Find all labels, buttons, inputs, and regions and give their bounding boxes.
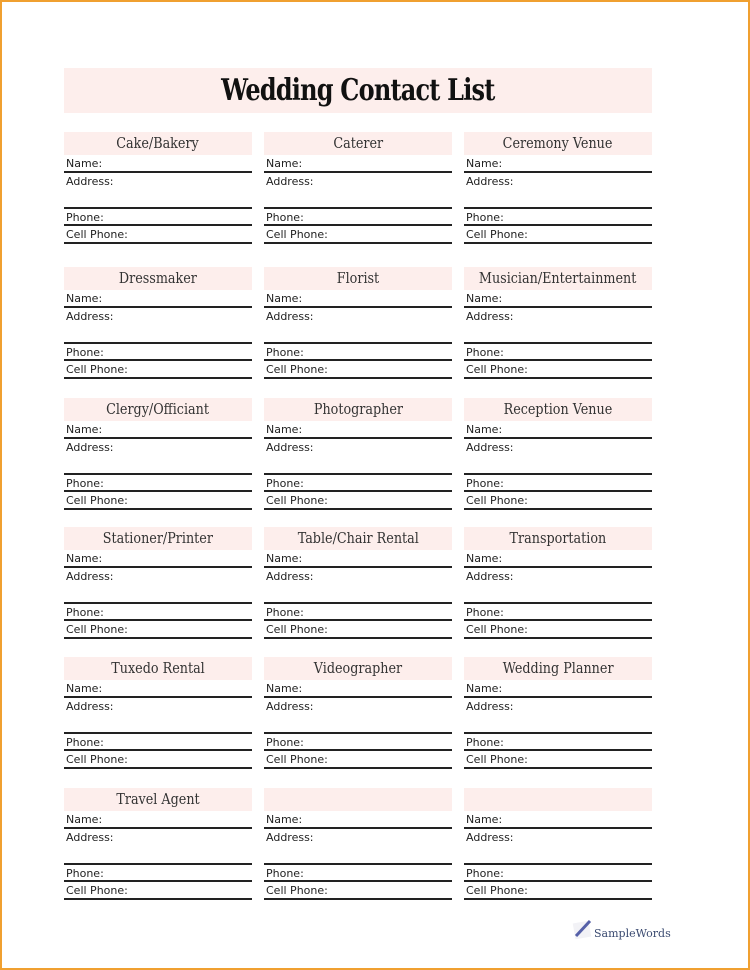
phone-label: Phone: [466,211,504,224]
address-field[interactable] [264,439,452,475]
phone-label: Phone: [466,867,504,880]
address-label: Address: [66,310,114,323]
address-field[interactable] [264,308,452,344]
contact-card [464,657,652,769]
name-label: Name: [266,157,303,170]
card-title: Photographer [313,400,403,418]
name-label: Name: [466,552,503,565]
contact-card [264,788,452,900]
name-field[interactable] [464,155,652,173]
card-title: Clergy/Officiant [106,400,210,418]
cell-phone-label: Cell Phone: [466,494,528,507]
cell-phone-label: Cell Phone: [66,228,128,241]
cell-phone-field[interactable] [64,621,252,639]
phone-label: Phone: [66,211,104,224]
card-header [64,267,252,290]
address-label: Address: [466,700,514,713]
name-field[interactable] [264,290,452,308]
phone-field[interactable] [464,475,652,492]
address-label: Address: [266,310,314,323]
cell-phone-label: Cell Phone: [466,228,528,241]
name-field[interactable] [64,155,252,173]
contact-card [464,132,652,244]
name-field[interactable] [264,811,452,829]
address-label: Address: [66,175,114,188]
address-field[interactable] [464,568,652,604]
name-label: Name: [266,682,303,695]
cell-phone-label: Cell Phone: [266,623,328,636]
cell-phone-field[interactable] [464,751,652,769]
contact-card [64,788,252,900]
address-field[interactable] [464,698,652,734]
name-field[interactable] [64,550,252,568]
address-field[interactable] [264,173,452,209]
card-title: Videographer [313,659,403,677]
contact-card [64,398,252,510]
address-field[interactable] [264,698,452,734]
card-header [264,788,452,811]
name-label: Name: [266,292,303,305]
cell-phone-label: Cell Phone: [66,363,128,376]
phone-field[interactable] [464,344,652,361]
address-field[interactable] [64,308,252,344]
name-field[interactable] [64,680,252,698]
card-title: Dressmaker [118,269,198,287]
name-label: Name: [466,292,503,305]
cell-phone-field[interactable] [64,226,252,244]
cell-phone-field[interactable] [264,751,452,769]
contact-card [64,267,252,379]
card-title: Reception Venue [503,400,613,418]
address-field[interactable] [64,568,252,604]
address-field[interactable] [64,829,252,865]
name-field[interactable] [464,680,652,698]
phone-field[interactable] [464,865,652,882]
cell-phone-field[interactable] [64,751,252,769]
cell-phone-field[interactable] [464,621,652,639]
phone-field[interactable] [464,734,652,751]
card-header [464,527,652,550]
name-label: Name: [266,813,303,826]
address-label: Address: [66,700,114,713]
address-field[interactable] [464,829,652,865]
phone-label: Phone: [66,867,104,880]
phone-label: Phone: [66,606,104,619]
card-header [64,657,252,680]
address-field[interactable] [464,173,652,209]
contact-card [264,657,452,769]
cell-phone-label: Cell Phone: [466,884,528,897]
name-label: Name: [266,552,303,565]
card-title: Musician/Entertainment [479,269,637,287]
cell-phone-field[interactable] [464,492,652,510]
card-header [264,398,452,421]
name-field[interactable] [264,680,452,698]
cell-phone-label: Cell Phone: [66,753,128,766]
address-label: Address: [466,310,514,323]
phone-field[interactable] [64,209,252,226]
card-title: Tuxedo Rental [111,659,205,677]
phone-label: Phone: [466,346,504,359]
address-label: Address: [266,831,314,844]
name-field[interactable] [264,155,452,173]
name-label: Name: [466,813,503,826]
card-header [464,657,652,680]
cell-phone-label: Cell Phone: [66,623,128,636]
card-header [464,788,652,811]
name-field[interactable] [64,290,252,308]
address-label: Address: [266,175,314,188]
cell-phone-field[interactable] [64,492,252,510]
card-title: Florist [336,269,380,287]
address-label: Address: [66,831,114,844]
address-label: Address: [466,175,514,188]
name-field[interactable] [264,421,452,439]
address-field[interactable] [464,308,652,344]
cell-phone-label: Cell Phone: [466,623,528,636]
address-field[interactable] [64,173,252,209]
phone-label: Phone: [466,606,504,619]
contact-card [464,267,652,379]
cell-phone-label: Cell Phone: [466,363,528,376]
cell-phone-field[interactable] [264,226,452,244]
phone-label: Phone: [266,346,304,359]
cell-phone-label: Cell Phone: [266,494,328,507]
phone-label: Phone: [66,346,104,359]
name-label: Name: [466,157,503,170]
phone-label: Phone: [66,736,104,749]
card-header [264,132,452,155]
samplewords-logo: SampleWords [572,918,671,940]
name-field[interactable] [264,550,452,568]
cell-phone-field[interactable] [264,882,452,900]
address-label: Address: [66,570,114,583]
card-title: Stationer/Printer [102,529,214,547]
card-title: Transportation [509,529,607,547]
name-label: Name: [466,682,503,695]
name-label: Name: [266,423,303,436]
address-label: Address: [266,441,314,454]
contact-card [464,527,652,639]
phone-field[interactable] [64,344,252,361]
name-label: Name: [66,157,103,170]
address-field[interactable] [264,829,452,865]
cell-phone-field[interactable] [64,882,252,900]
card-title: Caterer [333,134,383,152]
address-label: Address: [466,570,514,583]
name-label: Name: [66,423,103,436]
name-field[interactable] [464,811,652,829]
name-field[interactable] [64,811,252,829]
phone-label: Phone: [266,211,304,224]
name-label: Name: [466,423,503,436]
card-title: Table/Chair Rental [297,529,419,547]
contact-card [64,132,252,244]
address-label: Address: [466,441,514,454]
contact-card [264,132,452,244]
name-field[interactable] [464,550,652,568]
phone-label: Phone: [266,606,304,619]
pen-icon [572,918,594,940]
contact-card [264,267,452,379]
card-header [264,267,452,290]
card-header [464,267,652,290]
name-label: Name: [66,552,103,565]
address-label: Address: [266,700,314,713]
cell-phone-label: Cell Phone: [266,753,328,766]
cell-phone-field[interactable] [264,361,452,379]
card-header [464,132,652,155]
phone-label: Phone: [266,477,304,490]
phone-field[interactable] [264,209,452,226]
card-header [64,132,252,155]
contact-card [64,657,252,769]
cell-phone-field[interactable] [464,226,652,244]
cell-phone-label: Cell Phone: [266,363,328,376]
address-label: Address: [466,831,514,844]
contact-card [64,527,252,639]
phone-label: Phone: [466,736,504,749]
cell-phone-label: Cell Phone: [66,494,128,507]
contact-card [464,788,652,900]
cell-phone-field[interactable] [264,621,452,639]
name-field[interactable] [464,290,652,308]
card-title: Cake/Bakery [116,134,200,152]
card-header [64,398,252,421]
phone-field[interactable] [264,475,452,492]
phone-field[interactable] [464,604,652,621]
phone-field[interactable] [464,209,652,226]
phone-field[interactable] [264,604,452,621]
phone-field[interactable] [264,734,452,751]
card-header [64,788,252,811]
cell-phone-field[interactable] [64,361,252,379]
cell-phone-field[interactable] [264,492,452,510]
phone-field[interactable] [64,734,252,751]
page-title: Wedding Contact List [221,73,495,108]
contact-card [264,527,452,639]
contact-card [464,398,652,510]
address-field[interactable] [264,568,452,604]
card-title: Wedding Planner [502,659,614,677]
address-field[interactable] [64,698,252,734]
phone-field[interactable] [64,475,252,492]
card-header [464,398,652,421]
card-header [64,527,252,550]
cell-phone-label: Cell Phone: [266,228,328,241]
name-label: Name: [66,292,103,305]
phone-label: Phone: [66,477,104,490]
card-header [264,657,452,680]
cell-phone-label: Cell Phone: [466,753,528,766]
name-field[interactable] [464,421,652,439]
card-title: Travel Agent [116,790,200,808]
phone-field[interactable] [264,865,452,882]
cell-phone-field[interactable] [464,361,652,379]
cell-phone-label: Cell Phone: [266,884,328,897]
phone-field[interactable] [264,344,452,361]
phone-label: Phone: [266,736,304,749]
phone-label: Phone: [466,477,504,490]
title-bar [64,68,652,113]
name-label: Name: [66,813,103,826]
cell-phone-label: Cell Phone: [66,884,128,897]
phone-label: Phone: [266,867,304,880]
name-field[interactable] [64,421,252,439]
address-field[interactable] [64,439,252,475]
card-header [264,527,452,550]
contact-card [264,398,452,510]
address-label: Address: [266,570,314,583]
address-field[interactable] [464,439,652,475]
phone-field[interactable] [64,865,252,882]
name-label: Name: [66,682,103,695]
address-label: Address: [66,441,114,454]
card-title: Ceremony Venue [503,134,613,152]
cell-phone-field[interactable] [464,882,652,900]
phone-field[interactable] [64,604,252,621]
